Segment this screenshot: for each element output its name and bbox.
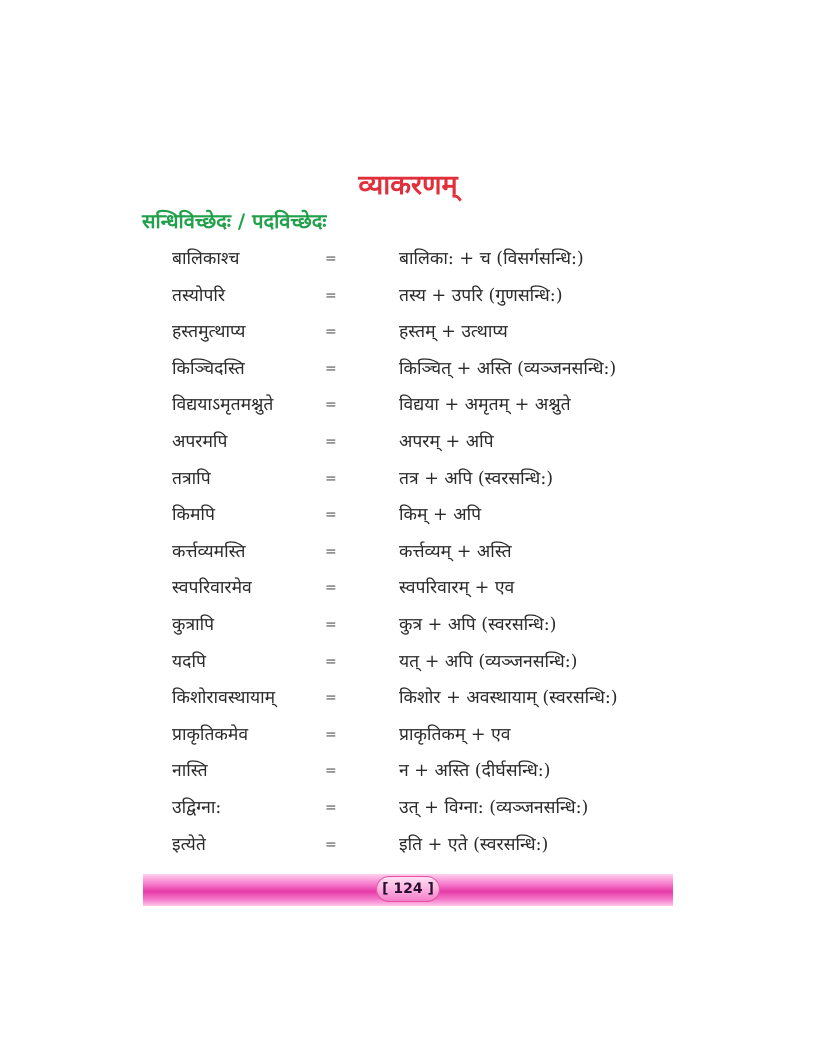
equals-sign: = [325,397,337,414]
table-row [0,534,816,571]
equals-sign: = [325,324,337,341]
compound-word: तस्योपरि [172,285,226,306]
compound-word: तत्रापि [172,468,211,489]
split-form: हस्तम् + उत्थाप्य [399,322,508,343]
table-row [0,278,816,315]
compound-word: कर्त्तव्यमस्ति [172,541,246,562]
table-row [0,753,816,790]
split-form: तस्य + उपरि (गुणसन्धि:) [399,285,563,306]
equals-sign: = [325,653,337,670]
compound-word: प्राकृतिकमेव [172,724,249,745]
split-form: विद्यया + अमृतम् + अश्नुते [399,395,571,416]
compound-word: किमपि [172,505,215,526]
compound-word: यदपि [172,651,206,672]
split-form: प्राकृतिकम् + एव [399,724,511,745]
table-row [0,680,816,717]
compound-word: किञ्चिदस्ति [172,358,245,379]
split-form: किञ्चित् + अस्ति (व्यञ्जनसन्धि:) [399,358,617,379]
equals-sign: = [325,287,337,304]
split-form: बालिका: + च (विसर्गसन्धि:) [399,249,584,269]
equals-sign: = [325,470,337,487]
split-form: किम् + अपि [399,505,482,526]
table-row [0,644,816,681]
equals-sign: = [325,763,337,780]
compound-word: इत्येते [172,834,206,855]
split-form: कुत्र + अपि (स्वरसन्धि:) [399,614,557,635]
compound-word: उद्विग्ना: [172,797,222,818]
split-form: किशोर + अवस्थायाम् (स्वरसन्धि:) [399,688,618,709]
page-title: व्याकरणम् [358,170,458,201]
page-number: [ 124 ] [376,876,440,902]
equals-sign: = [325,433,337,450]
split-form: उत् + विग्ना: (व्यञ्जनसन्धि:) [399,797,589,818]
compound-word: किशोरावस्थायाम् [172,688,276,709]
table-row [0,387,816,424]
split-form: तत्र + अपि (स्वरसन्धि:) [399,468,554,489]
equals-sign: = [325,543,337,560]
table-row [0,314,816,351]
equals-sign: = [325,360,337,377]
compound-word: विद्ययाऽमृतमश्नुते [172,395,274,416]
section-heading: सन्धिविच्छेदः / पदविच्छेदः [142,209,327,233]
table-row [0,790,816,827]
split-form: अपरम् + अपि [399,431,494,452]
table-row [0,424,816,461]
table-row [0,461,816,498]
compound-word: अपरमपि [172,431,228,452]
table-row [0,607,816,644]
compound-word: बालिकाश्च [172,249,240,269]
table-row [0,351,816,388]
compound-word: हस्तमुत्थाप्य [172,322,246,343]
equals-sign: = [325,836,337,853]
compound-word: नास्ति [172,761,208,782]
sandhi-table [0,241,816,863]
equals-sign: = [325,690,337,707]
split-form: यत् + अपि (व्यञ्जनसन्धि:) [399,651,578,672]
split-form: इति + एते (स्वरसन्धि:) [399,834,549,855]
table-row [0,717,816,754]
split-form: न + अस्ति (दीर्घसन्धि:) [399,761,551,782]
equals-sign: = [325,251,337,267]
compound-word: कुत्रापि [172,614,215,635]
compound-word: स्वपरिवारमेव [172,578,252,599]
table-row [0,497,816,534]
equals-sign: = [325,799,337,816]
split-form: कर्त्तव्यम् + अस्ति [399,541,512,562]
equals-sign: = [325,616,337,633]
equals-sign: = [325,726,337,743]
table-row [0,570,816,607]
table-row [0,827,816,864]
equals-sign: = [325,580,337,597]
split-form: स्वपरिवारम् + एव [399,578,515,599]
table-row [0,241,816,278]
equals-sign: = [325,507,337,524]
